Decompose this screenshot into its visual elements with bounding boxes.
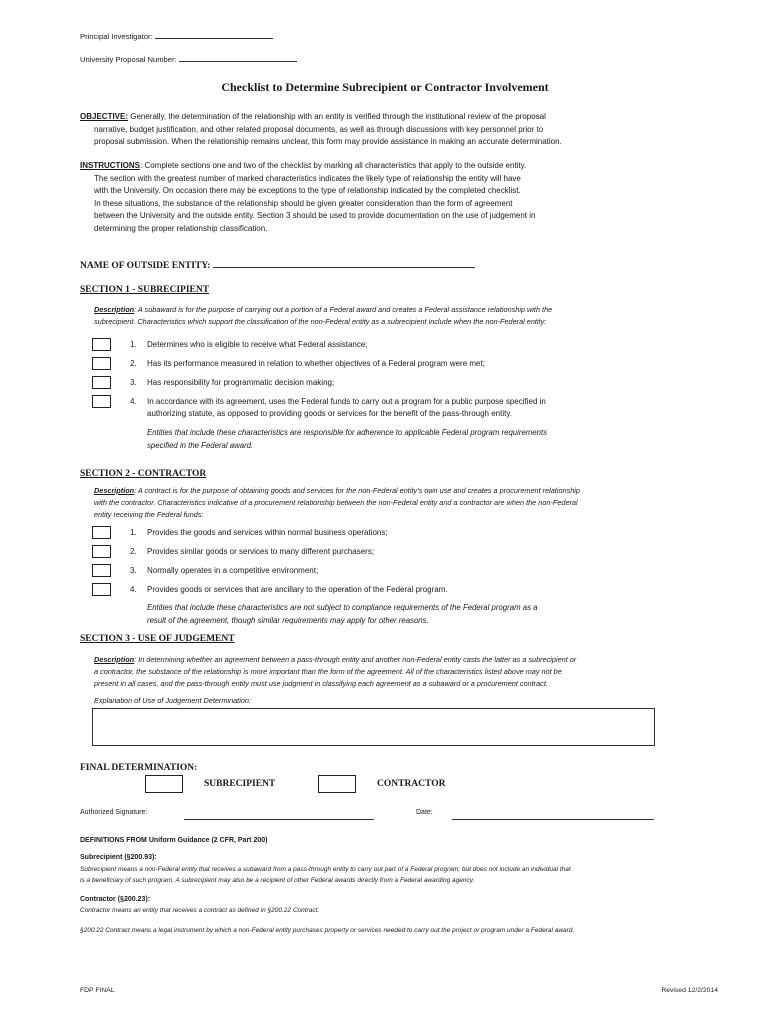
instructions-line-3: with the University. On occasion there may be exceptions to the type of relationship indicated by the completed checklist. [94, 186, 521, 196]
section2-desc-line-2: with the contractor. Characteristics indicative of a procurement relationship between the non-Federal entity and a contractor are when the non-Federal [94, 498, 578, 507]
s2-item4-checkbox[interactable] [92, 583, 111, 596]
objective-block [80, 111, 700, 149]
s1-item4-checkbox[interactable] [92, 395, 111, 408]
s2-item3-checkbox[interactable] [92, 564, 111, 577]
section1-description [94, 304, 694, 328]
s1-item-1: 1. Determines who is eligible to receive what Federal assistance; [130, 340, 368, 349]
pi-field [80, 30, 273, 41]
entity-label: NAME OF OUTSIDE ENTITY: [80, 261, 211, 271]
subrecipient-checkbox[interactable] [145, 775, 183, 793]
section3-description [94, 654, 694, 690]
instructions-line-6: determining the proper relationship classification. [94, 223, 268, 233]
s1-item-2: 2. Has its performance measured in relation to whether objectives of a Federal program were met; [130, 359, 485, 368]
objective-line-3: proposal submission. When the relationship remains unclear, this form may provide assistance in making an accurate determination. [94, 137, 562, 147]
subrecipient-definition-heading: Subrecipient (§200.93): [80, 854, 157, 861]
pi-input-line[interactable] [155, 30, 273, 39]
section2-heading: SECTION 2 - CONTRACTOR [80, 469, 207, 479]
section2-description [94, 485, 694, 521]
objective-line-1: Generally, the determination of the relationship with an entity is verified through the institutional review of the proposal [128, 112, 546, 121]
s2-item2-checkbox[interactable] [92, 545, 111, 558]
s2-item-1: 1. Provides the goods and services within normal business operations; [130, 528, 388, 537]
contractor-checkbox[interactable] [318, 775, 356, 793]
section1-desc-line-2: subrecipient. Characteristics which support the classification of the non-Federal entity as a subrecipient include when the non-Federal entity: [94, 317, 547, 326]
s2-item1-checkbox[interactable] [92, 526, 111, 539]
proposal-field [80, 53, 297, 64]
section1-heading: SECTION 1 - SUBRECIPIENT [80, 285, 210, 295]
definitions-heading: DEFINITIONS FROM Uniform Guidance (2 CFR, Part 200) [80, 837, 268, 844]
s1-item3-checkbox[interactable] [92, 376, 111, 389]
s1-item2-checkbox[interactable] [92, 357, 111, 370]
s2-item-4: 4. Provides goods or services that are ancillary to the operation of the Federal program. [130, 585, 448, 594]
footer-left: FDP FINAL [80, 987, 115, 994]
section3-desc-line-2: a contractor, the substance of the relationship is more important than the form of the agreement. All of the characteristics listed above may not be [94, 667, 562, 676]
instructions-label: INSTRUCTIONS [80, 161, 140, 170]
section2-note: Entities that include these characteristics are not subject to compliance requirements of the Federal program as a result of the agreement, though similar requirements may apply for other reasons. [147, 603, 538, 625]
contract-definition: §200.22 Contract means a legal instrument by which a non-Federal entity purchases property or services needed to carry out the project or program under a Federal award. [80, 927, 575, 934]
section2-desc-label: Description [94, 486, 135, 495]
entity-input-line[interactable] [213, 258, 475, 268]
objective-line-2: narrative, budget justification, and other related proposal documents, as well as through discussions with key personnel prior to [94, 124, 544, 134]
section3-desc-label: Description [94, 655, 135, 664]
subrecipient-definition: Subrecipient means a non-Federal entity that receives a subaward from a pass-through entity to carry out part of a Federal program; but does not include an individual that is a beneficiary of such program. A subrecipient may also be a recipient of other Federal awards directly from a Federal awarding agency. [80, 866, 571, 884]
section2-desc-line-1: : A contract is for the purpose of obtaining goods and services for the non-Federal entity's own use and creates a procurement relationship [134, 486, 580, 495]
section1-desc-label: Description [94, 305, 135, 314]
contractor-label: CONTRACTOR [377, 779, 446, 789]
entity-field [80, 258, 475, 271]
instructions-block [80, 160, 700, 236]
section2-desc-line-3: entity receiving the Federal funds: [94, 510, 204, 519]
section3-desc-line-1: : In determining whether an agreement between a pass-through entity and another non-Federal entity casts the latter as a subrecipient or [134, 655, 577, 664]
explanation-textarea[interactable] [92, 708, 655, 746]
s2-item-2: 2. Provides similar goods or services to many different purchasers; [130, 547, 375, 556]
subrecipient-label: SUBRECIPIENT [204, 779, 276, 789]
s2-item-3: 3. Normally operates in a competitive environment; [130, 566, 319, 575]
proposal-input-line[interactable] [179, 53, 297, 62]
date-line[interactable] [452, 818, 654, 820]
final-heading: FINAL DETERMINATION: [80, 763, 198, 773]
instructions-line-4: In these situations, the substance of the relationship should be given greater consideration than the form of agreement [94, 198, 513, 208]
section3-heading: SECTION 3 - USE OF JUDGEMENT [80, 634, 235, 644]
footer-right: Revised 12/2/2014 [661, 987, 718, 994]
s1-item-4: 4. In accordance with its agreement, uses the Federal funds to carry out a program for a public purpose specified in authorizing statute, as opposed to providing goods or services for the benefit of the pass-through entity. [130, 397, 546, 418]
section3-desc-line-3: present in all cases, and the pass-through entity must use judgment in classifying each agreement as a subaward or a procurement contract. [94, 679, 548, 688]
contractor-definition-heading: Contractor (§200.23): [80, 896, 151, 903]
page-title: Checklist to Determine Subrecipient or Contractor Involvement [221, 80, 549, 94]
s1-item-3: 3. Has responsibility for programmatic decision making; [130, 378, 335, 387]
section1-desc-line-1: : A subaward is for the purpose of carrying out a portion of a Federal award and creates a Federal assistance relationship with the [134, 305, 553, 314]
instructions-line-1: : Complete sections one and two of the checklist by marking all characteristics that apply to the outside entity. [140, 161, 527, 170]
contractor-definition: Contractor means an entity that receives a contract as defined in §200.22 Contract. [80, 907, 320, 914]
signature-label: Authorized Signature: [80, 809, 148, 816]
instructions-line-5: between the University and the outside entity. Section 3 should be used to provide documentation on the use of judgement in [94, 211, 536, 221]
date-label: Date: [416, 809, 433, 816]
proposal-label: University Proposal Number: [80, 55, 177, 64]
instructions-line-2: The section with the greatest number of marked characteristics indicates the likely type of relationship the entity will have [94, 173, 521, 183]
pi-label: Principal Investigator: [80, 32, 153, 41]
s1-item1-checkbox[interactable] [92, 338, 111, 351]
signature-line[interactable] [184, 818, 374, 820]
explanation-label: Explanation of Use of Judgement Determination: [94, 696, 251, 705]
objective-label: OBJECTIVE: [80, 112, 129, 121]
section1-note: Entities that include these characteristics are responsible for adherence to applicable Federal program requirements specified in the Federal award. [147, 428, 548, 450]
